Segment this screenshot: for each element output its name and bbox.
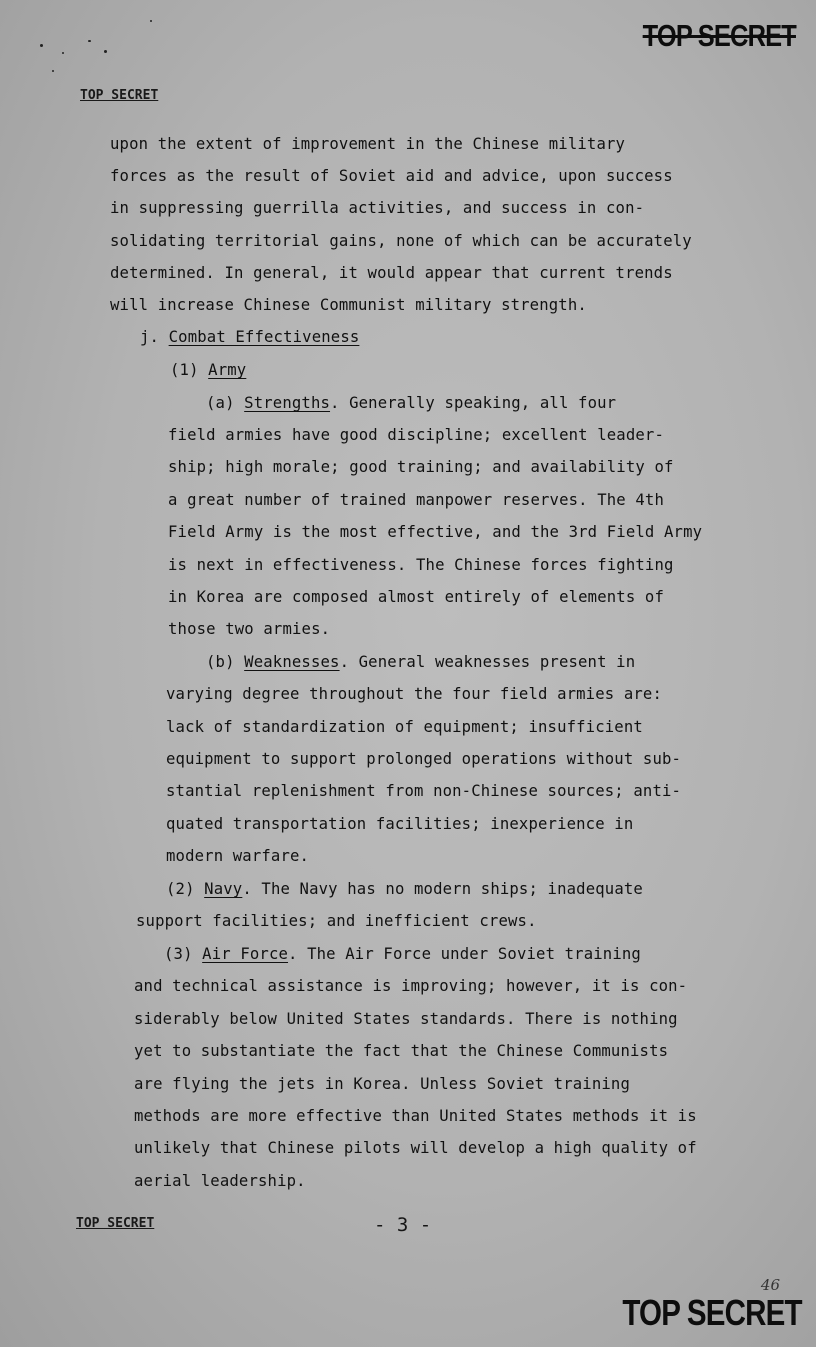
strengths-first-rest: . Generally speaking, all four [330,394,617,412]
scan-speck [88,40,91,42]
air-force-line: unlikely that Chinese pilots will develop a high quality of [134,1139,697,1157]
weaknesses-line: varying degree throughout the four field armies are: [166,685,662,703]
section-j-prefix: j. [140,328,160,346]
army-heading [170,361,246,379]
section-j-title: Combat Effectiveness [168,328,360,346]
weaknesses-first-line [206,653,635,671]
strengths-heading: Strengths [244,394,331,412]
top-secret-stamp-top: TOP SECRET [642,18,796,53]
weaknesses-line: modern warfare. [166,847,310,865]
navy-first-rest: . The Navy has no modern ships; inadequate [242,880,643,898]
top-secret-footer-marking: TOP SECRET [76,1216,155,1231]
intro-line: determined. In general, it would appear that current trends [110,264,673,282]
strengths-line: ship; high morale; good training; and availability of [168,458,674,476]
navy-number: (2) [166,880,195,898]
air-force-number: (3) [164,945,193,963]
army-title: Army [208,361,247,379]
intro-line: forces as the result of Soviet aid and advice, upon success [110,167,673,185]
navy-heading: Navy [204,880,243,898]
scan-speck [150,20,152,22]
scan-speck [104,50,107,53]
air-force-line: and technical assistance is improving; however, it is con- [134,977,688,995]
air-force-first-rest: . The Air Force under Soviet training [288,945,641,963]
scan-speck [52,70,54,72]
strengths-line: a great number of trained manpower reserves. The 4th [168,491,664,509]
weaknesses-heading: Weaknesses [244,653,340,671]
strengths-label: (a) [206,394,235,412]
strengths-line: those two armies. [168,620,331,638]
intro-line: upon the extent of improvement in the Chinese military [110,135,626,153]
page-number: - 3 - [374,1214,432,1236]
navy-first-line [166,880,643,898]
intro-line: solidating territorial gains, none of which can be accurately [110,232,692,250]
weaknesses-line: stantial replenishment from non-Chinese sources; anti- [166,782,682,800]
handwritten-page-number: 46 [760,1276,780,1294]
air-force-line: methods are more effective than United States methods it is [134,1107,697,1125]
army-number: (1) [170,361,199,379]
scan-speck [40,44,43,47]
section-j-heading [140,328,359,346]
air-force-line: siderably below United States standards. There is nothing [134,1010,678,1028]
weaknesses-label: (b) [206,653,235,671]
weaknesses-first-rest: . General weaknesses present in [339,653,636,671]
air-force-line: yet to substantiate the fact that the Chinese Communists [134,1042,669,1060]
top-secret-header-marking: TOP SECRET [80,88,159,103]
intro-line: in suppressing guerrilla activities, and success in con- [110,199,645,217]
top-secret-stamp-bottom: TOP SECRET [622,1292,802,1333]
weaknesses-line: equipment to support prolonged operations without sub- [166,750,682,768]
weaknesses-line: quated transportation facilities; inexperience in [166,815,634,833]
strengths-first-line [206,394,616,412]
air-force-first-line [164,945,641,963]
intro-line: will increase Chinese Communist military strength. [110,296,587,314]
strengths-line: in Korea are composed almost entirely of elements of [168,588,664,606]
air-force-line: are flying the jets in Korea. Unless Soviet training [134,1075,630,1093]
scan-speck [62,52,64,54]
strengths-line: Field Army is the most effective, and the 3rd Field Army [168,523,703,541]
weaknesses-line: lack of standardization of equipment; insufficient [166,718,643,736]
strengths-line: is next in effectiveness. The Chinese forces fighting [168,556,674,574]
strengths-line: field armies have good discipline; excellent leader- [168,426,664,444]
air-force-line: aerial leadership. [134,1172,306,1190]
air-force-heading: Air Force [202,945,289,963]
navy-line: support facilities; and inefficient crews. [136,912,537,930]
